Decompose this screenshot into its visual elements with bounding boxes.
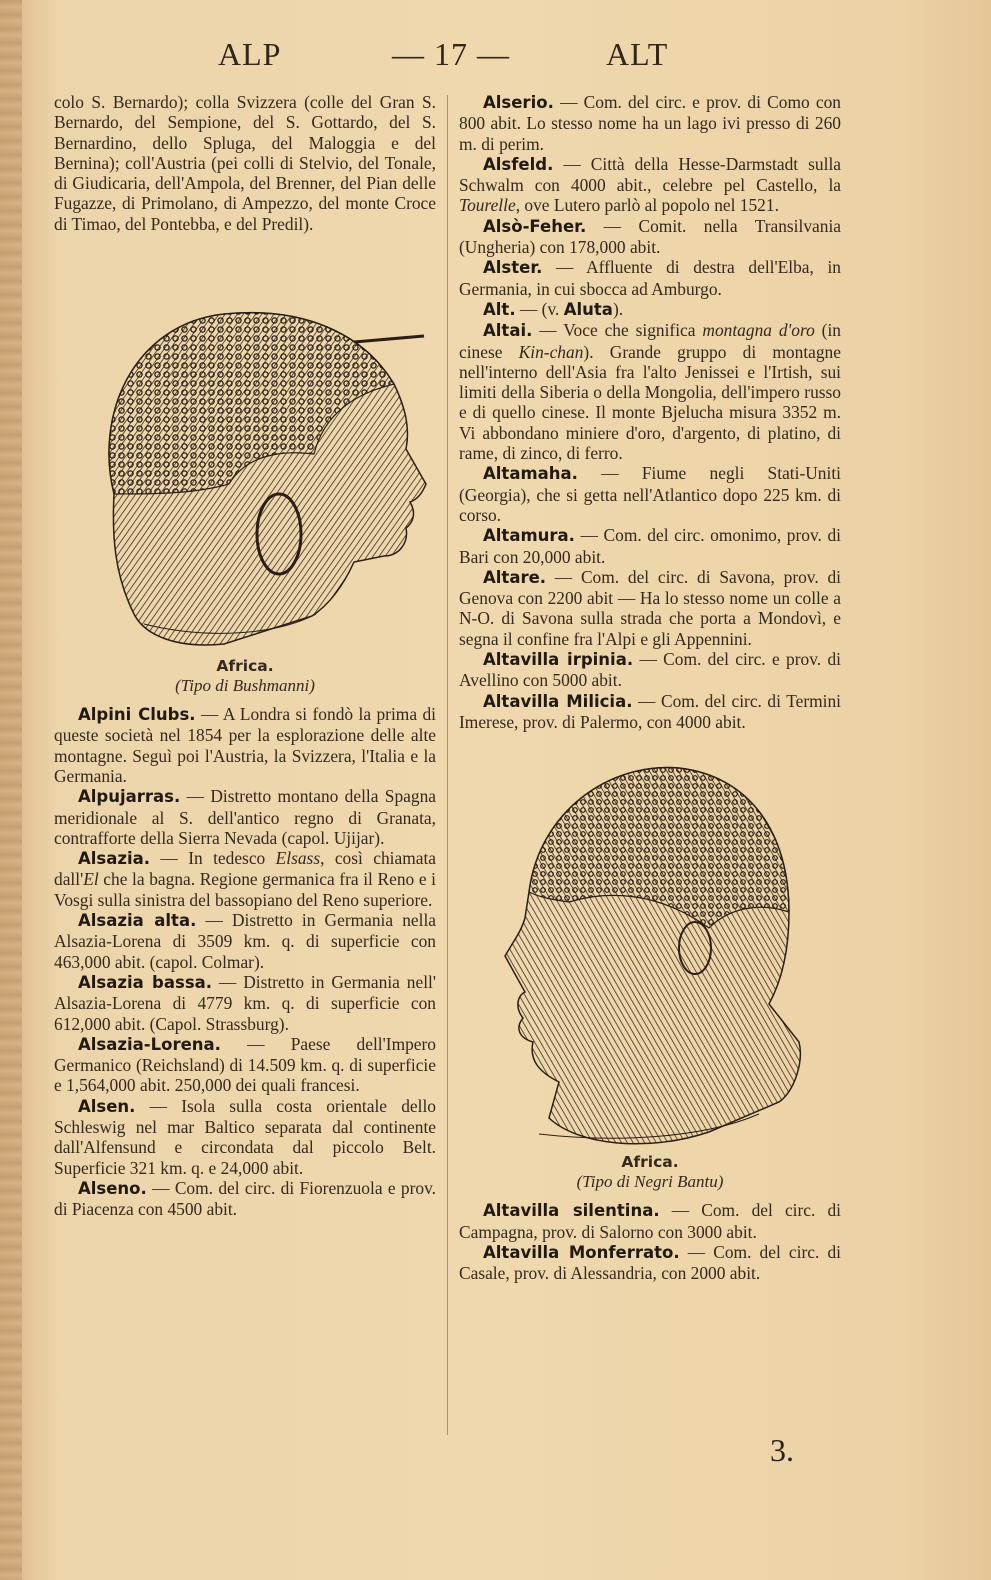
- entry-italic: El: [83, 869, 99, 890]
- entry-text: — Com. del circ. di Casale, prov. di Alessandria, con 2000 abit.: [459, 1241, 841, 1284]
- entry-text: — Com. del circ. omonimo, prov. di Bari con 20,000 abit.: [459, 525, 841, 567]
- entry-italic: Tourelle: [459, 195, 516, 216]
- entry-term: Altavilla irpinia.: [483, 650, 634, 670]
- entry-term: Altamura.: [483, 526, 575, 546]
- engraving-portrait-icon: [459, 742, 841, 1152]
- entry-term: Altamaha.: [483, 464, 578, 484]
- dictionary-entry: [459, 257, 841, 299]
- entry-continuation: colo S. Bernardo); colla Svizzera (colle del Gran S. Bernardo, del Sempione, del S. Gottardo, del S. Bernardino, dello Spluga, del Maloggia e del Bernina); coll'Austria (pei colli di Stelvio, del Tonale, di Giudicaria, dell'Ampola, del Brenner, del Pian delle Fugazze, di Primolano, di Ampezzo, del monte Croce di Timao, del Pontebba, e del Predil).: [54, 92, 436, 234]
- dictionary-entry: [54, 786, 436, 848]
- dictionary-entry: [54, 972, 436, 1034]
- entry-text: — Com. del circ. e prov. di Avellino con 5000 abit.: [459, 649, 841, 691]
- signature-number: 3.: [770, 1432, 794, 1468]
- dictionary-entry: [459, 525, 841, 567]
- entry-text: , così chiamata dall': [54, 848, 436, 890]
- dictionary-entry: [459, 1200, 841, 1242]
- dictionary-entry: [459, 649, 841, 691]
- entry-term: Alsazia bassa.: [78, 972, 213, 992]
- entry-text: — Voce che significa: [532, 320, 703, 341]
- entry-text: — Com. del circ. di Campagna, prov. di Salorno con 3000 abit.: [459, 1200, 842, 1242]
- entry-term: Alseno.: [78, 1178, 147, 1198]
- entry-term: Alsazia.: [78, 849, 151, 869]
- entry-term: Alster.: [483, 258, 543, 278]
- entry-term: Alt.: [483, 299, 516, 319]
- header-right-guideword: ALT: [606, 36, 669, 72]
- entry-text: — Distretto in Germania nella Alsazia-Lorena di 3509 km. q. di superficie con 463,000 abit. (capol. Colmar).: [54, 910, 436, 972]
- entry-text: — Città della Hesse-Darmstadt sulla Schwalm con 4000 abit., celebre pel Castello, la: [459, 153, 841, 196]
- entry-italic: montagna d'oro: [702, 320, 815, 341]
- entry-text: — Com. del circ. e prov. di Como con 800 abit. Lo stesso nome ha un lago ivi presso di 260 m. di perim.: [459, 92, 841, 154]
- figure-caption: [459, 1152, 841, 1192]
- figure-negri-bantu: [459, 742, 841, 1192]
- dictionary-entry: [459, 216, 841, 258]
- entry-term: Alsazia-Lorena.: [78, 1034, 221, 1054]
- entry-term: Alserio.: [483, 93, 554, 112]
- entry-text: — (v.: [515, 298, 564, 319]
- entry-term: Altavilla Milicia.: [483, 691, 633, 711]
- entry-term: Altai.: [483, 321, 533, 341]
- header-left-guideword: ALP: [218, 36, 282, 72]
- entry-term: Alsò-Feher.: [483, 216, 587, 236]
- right-column: [459, 92, 841, 1283]
- entry-text: — Paese dell'Impero Germanico (Reichsland) di 14.509 km. q. di superficie e 1,564,000 abit. 250,000 dei quali francesi.: [54, 1033, 436, 1096]
- figure-bushmanni: [54, 244, 436, 696]
- entry-text: — Com. del circ. di Fiorenzuola e prov. di Piacenza con 4500 abit.: [54, 1177, 436, 1220]
- entry-term: Altavilla silentina.: [483, 1201, 660, 1221]
- entry-italic: Kin-chan: [518, 341, 584, 362]
- dictionary-entry: [459, 1242, 841, 1284]
- entry-term: Alsfeld.: [483, 154, 554, 174]
- entry-text: — Affluente di destra dell'Elba, in Germania, in cui sbocca ad Amburgo.: [459, 257, 841, 299]
- dictionary-entry: [459, 299, 841, 320]
- caption-title: Africa.: [621, 1153, 679, 1172]
- entry-text: — A Londra si fondò la prima di queste società nel 1854 per la esplorazione delle alte montagne. Seguì poi l'Austria, la Svizzera, l'Italia e la Germania.: [54, 704, 436, 786]
- dictionary-entry: [459, 154, 841, 216]
- entry-text: — Com. del circ. di Savona, prov. di Genova con 2200 abit — Ha lo stesso nome un colle a N-O. di Savona sulla strada che porta a Mondovì, e segna il confine fra l'Alpi e gli Appennini.: [459, 566, 841, 649]
- entry-cross-reference: Aluta: [563, 299, 613, 319]
- entry-text: , ove Lutero parlò al popolo nel 1521.: [515, 195, 779, 216]
- dictionary-entry: [54, 910, 436, 972]
- entry-text: (in cinese: [459, 320, 841, 362]
- entry-term: Altare.: [483, 567, 547, 587]
- engraving-portrait-icon: [54, 244, 436, 656]
- caption-title: Africa.: [216, 657, 274, 676]
- column-divider: [447, 95, 448, 1435]
- entry-text: ). Grande gruppo di montagne nell'interno dell'Asia fra l'alto Jenissei e l'Irtish, sui limiti della Siberia o della Mongolia, dell'impero russo e di quello cinese. Il monte Bjelucha misura 3352 m. Vi abbondano miniere d'oro, d'argento, di platino, di rame, di zinco, di ferro.: [459, 341, 841, 464]
- entry-term: Alpini Clubs.: [78, 705, 196, 725]
- dictionary-entry: [459, 567, 841, 649]
- entry-italic: Elsass: [275, 848, 321, 869]
- dictionary-entry: [459, 92, 841, 154]
- left-column: [54, 92, 436, 1220]
- figure-caption: [54, 656, 436, 696]
- dictionary-entry: [54, 1034, 436, 1096]
- dictionary-entry: [54, 704, 436, 786]
- entry-term: Alsen.: [78, 1096, 136, 1116]
- entry-text: — In tedesco: [150, 848, 276, 869]
- dictionary-entry: [459, 463, 841, 525]
- dictionary-entry: [54, 1178, 436, 1220]
- entry-text: che la bagna. Regione germanica fra il Reno e i Vosgi sulla sinistra del bassopiano del Reno superiore.: [54, 869, 436, 910]
- dictionary-entry: [459, 691, 841, 733]
- header-page-number: — 17 —: [392, 36, 510, 72]
- running-header: [0, 36, 991, 76]
- entry-text: — Isola sulla costa orientale dello Schleswig nel mar Baltico separata dal continente dall'Alfensund e circondata dal piccolo Belt. Superficie 321 km. q. e 24,000 abit.: [54, 1095, 436, 1178]
- entry-term: Alsazia alta.: [78, 911, 197, 931]
- entry-text: — Comit. nella Transilvania (Ungheria) con 178,000 abit.: [459, 215, 841, 258]
- caption-subtitle: (Tipo di Bushmanni): [175, 676, 315, 696]
- entry-text: ).: [612, 298, 624, 319]
- entry-text: — Distretto montano della Spagna meridionale al S. dell'antico regno di Granata, contrafforte della Sierra Nevada (capol. Ujijar).: [54, 786, 436, 848]
- entry-text: — Distretto in Germania nell' Alsazia-Lorena di 4779 km. q. di superficie con 612,000 abit. (Capol. Strassburg).: [54, 971, 436, 1034]
- entry-text: — Com. del circ. di Termini Imerese, prov. di Palermo, con 4000 abit.: [459, 690, 841, 732]
- entry-term: Alpujarras.: [78, 787, 181, 807]
- dictionary-entry: [54, 1096, 436, 1178]
- entry-text: — Fiume negli Stati-Uniti (Georgia), che si getta nell'Atlantico dopo 225 km. di corso.: [459, 463, 841, 525]
- caption-subtitle: (Tipo di Negri Bantu): [576, 1172, 724, 1192]
- page-binding-edge: [0, 0, 22, 1580]
- dictionary-entry: [54, 848, 436, 910]
- dictionary-entry: [459, 320, 841, 463]
- entry-term: Altavilla Monferrato.: [483, 1242, 680, 1262]
